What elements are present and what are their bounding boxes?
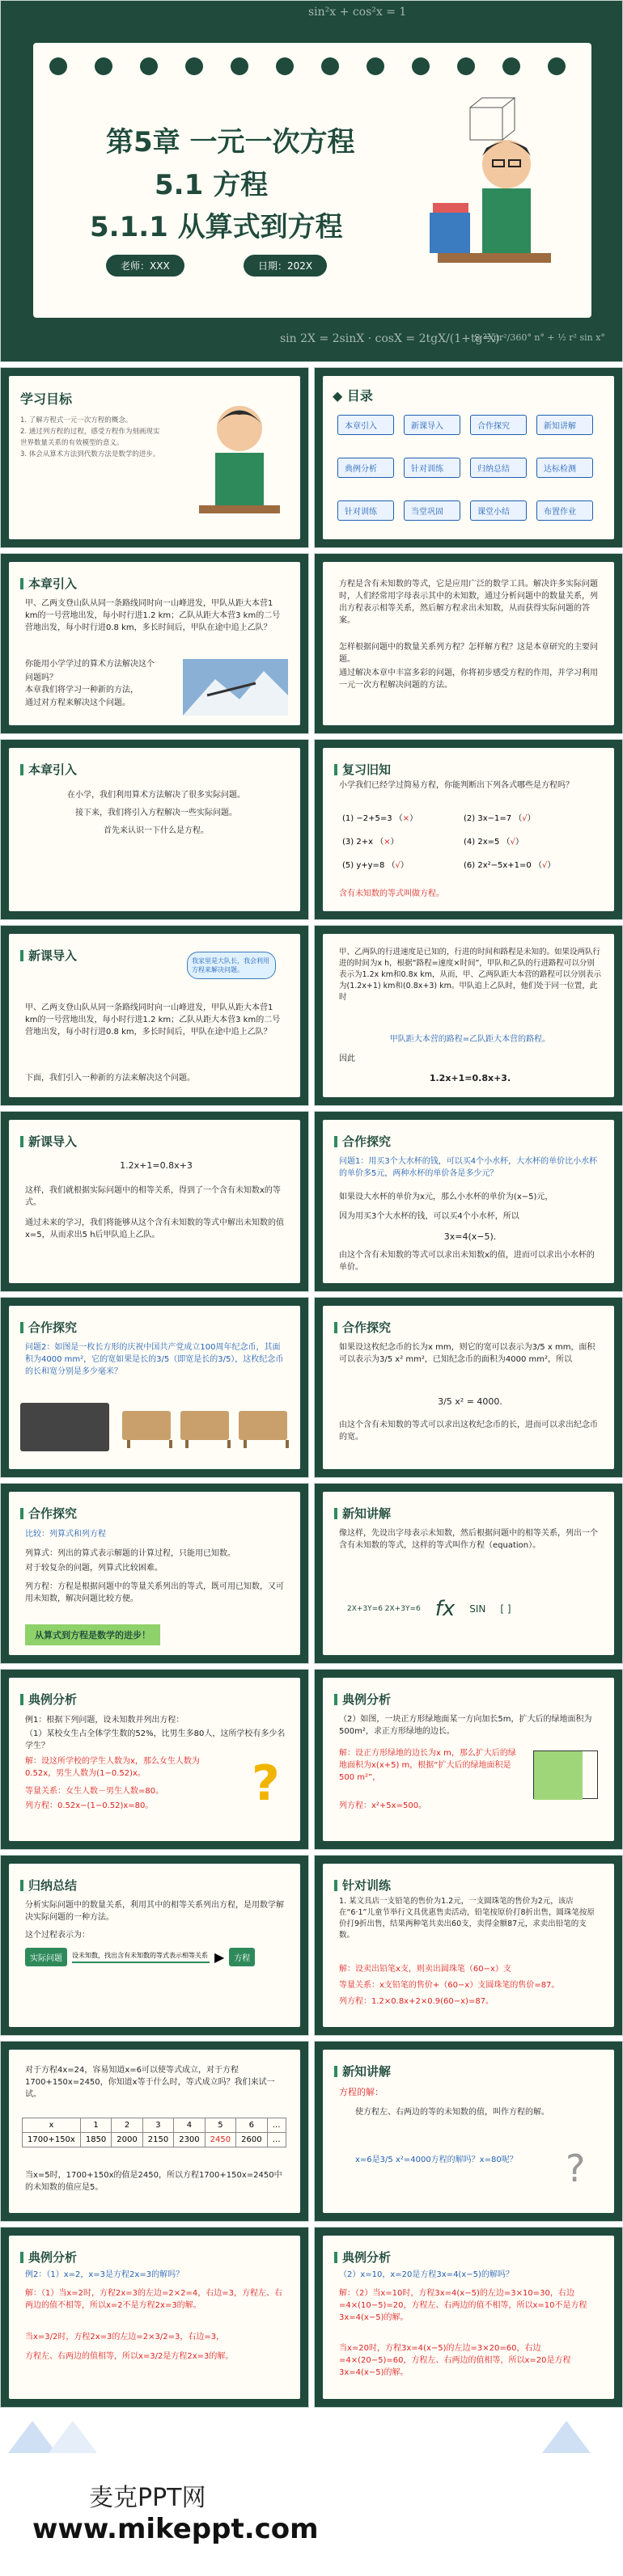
cover-chapter: 第5章 一元一次方程 <box>106 126 355 158</box>
equation-intro-text2: 怎样根据问题中的数量关系列方程？怎样解方程？这是本章研究的主要问题。 <box>339 643 598 664</box>
chapter-intro-slide-2 <box>0 739 309 920</box>
slide-heading: 复习旧知 <box>334 761 391 778</box>
slide-heading: 合作探究 <box>20 1319 77 1336</box>
toc-item[interactable]: 新知讲解 <box>536 415 593 435</box>
equation-intro-text3: 通过解决本章中丰富多彩的问题，你将初步感受方程的作用，并学习利用一元一次方程解决问题的方法。 <box>339 669 598 690</box>
lesson-text2: 通过未来的学习，我们将能够从这个含有未知数的等式中解出未知数的值x=5，从而求出5 h后甲队追上乙队。 <box>25 1218 284 1239</box>
review-items <box>342 811 585 870</box>
example-question: （2）如图，一块正方形绿地面某一方向加长5m，扩大后的绿地面积为500m²，求正方形绿地的边长。 <box>339 1715 592 1736</box>
definition-text: 使方程左、右两边的等的未知数的值，叫作方程的解。 <box>355 2108 549 2117</box>
speech-bubble: 我家里是大队长，我会利用方程来解决问题。 <box>187 952 276 979</box>
chalk-formula-1: sin²x + cos²x = 1 <box>308 6 407 19</box>
summary-slide <box>0 1855 309 2036</box>
algorithm-text2: 对于较复杂的问题，列算式比较困难。 <box>25 1564 163 1573</box>
review-mark: × <box>384 838 391 847</box>
intro-line: 首先来认识一下什么是方程。 <box>104 826 209 835</box>
explore-slide <box>314 1111 623 1292</box>
chalk-formula-2: sin 2X = 2sinX · cosX = 2tgX/(1+tg²X) <box>280 332 500 345</box>
example-question: （1）某校女生占全体学生数的52%，比男生多80人，这所学校有多少名学生？ <box>25 1729 286 1750</box>
practice-slide <box>314 1855 623 2036</box>
slide-heading: 本章引入 <box>20 761 77 778</box>
toc-item[interactable]: 布置作业 <box>536 500 593 521</box>
toc-item[interactable]: 本章引入 <box>337 415 394 435</box>
teacher-label: 老师：XXX <box>106 255 184 277</box>
equation-system-icon: 2X+3Y=6 2X+3Y=6 <box>347 1605 421 1613</box>
footer <box>0 2413 623 2576</box>
function-icon: fx <box>434 1597 456 1621</box>
review-mark: √ <box>395 861 400 870</box>
example-slide-4 <box>314 2227 623 2408</box>
definition-question: x=6是3/5 x²=4000方程的解吗？x=80呢？ <box>355 2156 518 2164</box>
trial-text: 对于方程4x=24，容易知道x=6可以使等式成立，对于方程1700+150x=2450，你知道x等于什么时，等式成立吗？我们来试一试。 <box>25 2066 275 2099</box>
toc-item[interactable]: 合作探究 <box>470 415 527 435</box>
slide-heading: 新知讲解 <box>334 1505 391 1522</box>
equation-intro-text: 方程是含有未知数的等式，它是应用广泛的数学工具。解决许多实际问题时，人们经常用字母表示其中的未知数，通过分析问题中的数量关系，列出方程表示相等关系，然后解方程求出未知数，从而获得实际问题的答案。 <box>339 580 598 625</box>
example-answer: 解：设正方形绿地的边长为x m，那么扩大后的绿地面积为x(x+5) m，根据“扩大后的绿地面积是500 m²”， <box>339 1749 516 1782</box>
objectives-title: 学习目标 <box>20 391 73 407</box>
review-item: (4) 2x=5 （√） <box>464 838 523 847</box>
slide-heading: 新知讲解 <box>334 2063 391 2080</box>
explore-slide-4 <box>0 1483 309 1664</box>
example-answer: 当x=3/2时，方程2x=3的左边=2×3/2=3，右边=3， <box>25 2333 225 2342</box>
trial-table <box>22 2118 286 2147</box>
review-mark: √ <box>541 861 548 870</box>
slide-heading: 新课导入 <box>20 1133 77 1150</box>
equation-method-text: 列方程：方程是根据问题中的等量关系列出的等式，既可用已知数，又可用未知数，解决问题比较方便。 <box>25 1582 284 1603</box>
cover-slide <box>0 0 623 362</box>
cover-subsection: 5.1.1 从算式到方程 <box>90 211 343 243</box>
example-answer: 解：（1）当x=2时，方程2x=3的左边=2×2=4，右边=3，方程左、右两边的值不相等，所以x=2不是方程2x=3的解。 <box>25 2289 283 2310</box>
process-flow <box>25 1948 255 1966</box>
intro-question: 你能用小学学过的算术方法解决这个问题吗？ <box>25 660 155 682</box>
summary-text2: 这个过程表示为： <box>25 1931 90 1940</box>
slide-heading: 新课导入 <box>20 947 77 964</box>
review-intro: 小学我们已经学过简易方程，你能判断出下列各式哪些是方程吗？ <box>339 781 574 790</box>
table-row: 1700+150x 1850 2000 2150 2300 2450 2600 … <box>23 2133 286 2147</box>
toc-title-text: 目录 <box>346 388 373 403</box>
flow-arrow-label: 设未知数，找出含有未知数的等式表示相等关系 <box>72 1951 210 1963</box>
chapter-intro-text-slide <box>314 553 623 734</box>
toc-item[interactable]: 课堂小结 <box>470 500 527 521</box>
binding-holes <box>49 57 566 75</box>
practice-answer: 解：设卖出铅笔x支，则卖出圆珠笔（60−x）支 <box>339 1965 511 1974</box>
footer-brand: 麦克PPT网 <box>89 2484 206 2512</box>
toc-item[interactable]: 新课导入 <box>404 415 460 435</box>
example-answer: 列方程：0.52x−(1−0.52)x=80。 <box>25 1801 154 1810</box>
example-slide-3 <box>0 2227 309 2408</box>
new-lesson-slide <box>0 925 309 1106</box>
equation-result: 3/5 x² = 4000. <box>438 1396 502 1407</box>
example-answer: 解：设这所学校的学生人数为x，那么女生人数为0.52x，男生人数为(1−0.52)x。 <box>25 1757 200 1778</box>
new-knowledge-slide <box>314 1483 623 1664</box>
commemorative-coin-photo <box>20 1403 109 1451</box>
explore-slide-3 <box>314 1297 623 1478</box>
example-answer: 方程左、右两边的值相等，所以x=3/2是方程2x=3的解。 <box>25 2352 234 2361</box>
student-illustration <box>187 392 292 530</box>
definition-text: 像这样，先设出字母表示未知数，然后根据问题中的相等关系，列出一个含有未知数的等式，这样的等式叫作方程（equation）。 <box>339 1529 598 1550</box>
chalk-formula-3: S = πr²/360° n° + ½ r² sin x° <box>474 332 605 343</box>
toc-item[interactable]: 当堂巩固 <box>404 500 460 521</box>
review-item: (2) 3x−1=7 （√） <box>464 814 536 823</box>
intro-line: 接下来，我们将引入方程解决一些实际问题。 <box>75 809 237 817</box>
desks-illustration <box>122 1411 297 1443</box>
footer-url[interactable]: www.mikeppt.com <box>32 2513 319 2545</box>
solution-line: 由这个含有未知数的等式可以求出未知数x的值，进而可以求出小水杯的单价。 <box>339 1251 595 1272</box>
review-mark: √ <box>510 838 515 847</box>
example-slide <box>0 1669 309 1850</box>
review-item: (6) 2x²−5x+1=0 （√） <box>464 861 556 870</box>
toc-slide <box>314 367 623 548</box>
flow-step: 方程 <box>229 1948 255 1966</box>
solution-line: 如果设大水杯的单价为x元，那么小水杯的单价为(x−5)元， <box>339 1193 553 1201</box>
toc-item[interactable]: 针对训练 <box>404 458 460 478</box>
example-answer: 等量关系：女生人数－男生人数=80。 <box>25 1787 164 1796</box>
math-icons <box>347 1597 511 1621</box>
trial-conclusion: 当x=5时，1700+150x的值是2450，所以方程1700+150x=2450中的未知数的值应是5。 <box>25 2171 282 2192</box>
practice-question: 1. 某文具店一支铅笔的售价为1.2元，一支圆珠笔的售价为2元，该店在“6·1”儿童节举行文具优惠售卖活动，铅笔按原价打8折出售，圆珠笔按原价打9折出售，结果两种笔共卖出60支，卖得金额87元，求卖出铅笔的支数。 <box>339 1897 595 1940</box>
toc-title <box>333 386 373 404</box>
algorithm-text: 列算式：列出的算式表示解题的计算过程，只能用已知数。 <box>25 1549 235 1558</box>
slide-heading: 典例分析 <box>20 1691 77 1708</box>
lesson-text: 这样，我们就根据实际问题中的相等关系，得到了一个含有未知数x的等式。 <box>25 1186 281 1207</box>
question-mark-icon: ? <box>566 2147 586 2190</box>
toc-grid <box>337 415 593 521</box>
review-item: (3) 2+x （×） <box>342 838 399 847</box>
equation-display: 1.2x+1=0.8x+3 <box>120 1160 193 1171</box>
objective-item: 2. 通过列方程的过程，感受方程作为刻画现实世界数量关系的有效模型的意义。 <box>20 428 160 447</box>
problem-2: 问题2：如图是一枚长方形的庆祝中国共产党成立100周年纪念币，其面积为4000 mm²，它的宽如果是长的3/5（即宽是长的3/5），这枚纪念币的长和宽分别是多少毫米？ <box>25 1343 284 1376</box>
trial-table-slide <box>0 2041 309 2222</box>
flow-step: 实际问题 <box>25 1948 67 1966</box>
review-slide <box>314 739 623 920</box>
solution-definition-slide <box>314 2041 623 2222</box>
analysis-center: 甲队距大本营的路程=乙队距大本营的路程。 <box>389 1035 551 1044</box>
example-intro: 例1：根据下列问题，设未知数并列出方程： <box>25 1716 184 1725</box>
review-mark: √ <box>522 814 528 823</box>
mountain-climbers-photo <box>183 659 288 716</box>
diamond-icon: ◆ <box>333 388 343 403</box>
slide-heading: 合作探究 <box>334 1319 391 1336</box>
slide-heading: 典例分析 <box>334 2249 391 2266</box>
date-label: 日期：202X <box>244 255 327 277</box>
problem-text: 甲、乙两支登山队从同一条路线同时向一山峰进发，甲队从距大本营1 km的一号营地出发，每小时行进1.2 km；乙队从距大本营3 km的二号营地出发，每小时行进0.8 km，多长时间后，甲队在途中追上乙队？ <box>25 1003 281 1037</box>
square-plot-diagram <box>533 1750 598 1799</box>
objective-item: 3. 体会从算术方法到代数方法是数学的进步。 <box>20 450 160 458</box>
thinking-student-illustration <box>413 91 575 310</box>
matrix-icon: [ ] <box>500 1603 511 1615</box>
triangle-decoration <box>0 2413 623 2461</box>
objectives-list <box>20 415 166 460</box>
slide-heading: 针对训练 <box>334 1877 391 1894</box>
slide-heading: 本章引入 <box>20 575 77 592</box>
review-conclusion: 含有未知数的等式叫做方程。 <box>339 889 444 898</box>
example-question: （2）x=10，x=20是方程3x=4(x−5)的解吗？ <box>339 2270 514 2279</box>
triangle-sin-icon: SIN <box>469 1603 486 1615</box>
chapter-intro-slide <box>0 553 309 734</box>
example-answer: 当x=20时，方程3x=4(x−5)的左边=3×20=60，右边=4×(20−5)=60，方程左、右两边的值相等，所以x=20是方程3x=4(x−5)的解。 <box>339 2344 571 2377</box>
problem-text2: 下面，我们引入一种新的方法来解决这个问题。 <box>25 1074 195 1083</box>
equation-result: 3x=4(x−5). <box>443 1231 497 1242</box>
review-item: (5) y+y=8 （√） <box>342 861 409 870</box>
new-lesson-slide-2 <box>314 925 623 1106</box>
slide-heading: 合作探究 <box>20 1505 77 1522</box>
toc-item[interactable]: 达标检测 <box>536 458 593 478</box>
slide-heading: 典例分析 <box>20 2249 77 2266</box>
review-mark: × <box>402 814 410 823</box>
objective-item: 1. 了解方程式一元一次方程的概念。 <box>20 416 133 424</box>
definition-term: 方程的解： <box>339 2087 384 2097</box>
example-answer: 列方程：x²+5x=500。 <box>339 1801 427 1810</box>
toc-item[interactable]: 针对训练 <box>337 500 394 521</box>
new-lesson-slide-3 <box>0 1111 309 1292</box>
review-item: (1) −2+5=3 （×） <box>342 814 418 823</box>
practice-answer: 等量关系：x支铅笔的售价+（60−x）支圆珠笔的售价=87。 <box>339 1981 560 1990</box>
problem-1: 问题1：用买3个大水杯的钱，可以买4个小水杯，大水杯的单价比小水杯的单价多5元，两种水杯的单价各是多少元？ <box>339 1157 598 1178</box>
arrow-right-icon: ▶ <box>214 1949 225 1965</box>
toc-item[interactable]: 典例分析 <box>337 458 394 478</box>
progress-banner: 从算式到方程是数学的进步！ <box>25 1624 160 1645</box>
objectives-slide <box>0 367 309 548</box>
toc-item[interactable]: 归纳总结 <box>470 458 527 478</box>
analysis-text: 甲、乙两队的行进速度是已知的，行进的时间和路程是未知的。如果设两队行进的时间为x h，根据“路程=速度×时间”，甲队和乙队的行进路程可以分别表示为1.2x km和0.8x km，从而，甲、乙两队距大本营的路程可以分别表示为(1.2x+1) km和(0.8x+3) km。甲队追上乙队时，他们处于同一位置，此时 <box>339 948 602 1002</box>
compare-title: 比较：列算式和列方程 <box>25 1530 106 1539</box>
cover-paper <box>33 43 591 318</box>
solution-line: 因为用买3个大水杯的钱，可以买4个小水杯，所以 <box>339 1212 519 1221</box>
cover-section: 5.1 方程 <box>155 169 269 201</box>
explore-slide-2 <box>0 1297 309 1478</box>
example-slide-2 <box>314 1669 623 1850</box>
example-answer: 解：（2）当x=10时，方程3x=4(x−5)的左边=3×10=30，右边=4×(10−5)=20，方程左、右两边的值不相等，所以x=10不是方程3x=4(x−5)的解。 <box>339 2289 587 2322</box>
equation-result: 1.2x+1=0.8x+3. <box>429 1073 511 1083</box>
summary-text: 分析实际问题中的数量关系，利用其中的相等关系列出方程，是用数学解决实际问题的一种方法。 <box>25 1901 284 1922</box>
example-question: 例2：（1）x=2，x=3是方程2x=3的解吗？ <box>25 2270 184 2279</box>
solution-text: 如果设这枚纪念币的长为x mm，则它的宽可以表示为3/5 x mm，面积可以表示为3/5 x² mm²，已知纪念币的面积为4000 mm²，所以 <box>339 1343 595 1364</box>
table-row: x 1 2 3 4 5 6 … <box>23 2118 286 2133</box>
slide-heading: 典例分析 <box>334 1691 391 1708</box>
question-mark-icon: ? <box>252 1755 280 1812</box>
intro-problem: 甲、乙两支登山队从同一条路线同时向一山峰进发，甲队从距大本营1 km的一号营地出发，每小时行进1.2 km；乙队从距大本营3 km的二号营地出发，每小时行进0.8 km，多长时间后，甲队在途中追上乙队？ <box>25 599 281 632</box>
intro-line: 通过对方程来解决这个问题。 <box>25 699 130 707</box>
therefore-label: 因此 <box>339 1054 355 1063</box>
practice-answer: 列方程：1.2×0.8x+2×0.9(60−x)=87。 <box>339 1997 494 2006</box>
slide-heading: 合作探究 <box>334 1133 391 1150</box>
intro-line: 在小学，我们利用算术方法解决了很多实际问题。 <box>67 791 245 800</box>
solution-text2: 由这个含有未知数的等式可以求出这枚纪念币的长，进而可以求出纪念币的宽。 <box>339 1421 598 1442</box>
slide-heading: 归纳总结 <box>20 1877 77 1894</box>
intro-line: 本章我们将学习一种新的方法， <box>25 686 138 695</box>
